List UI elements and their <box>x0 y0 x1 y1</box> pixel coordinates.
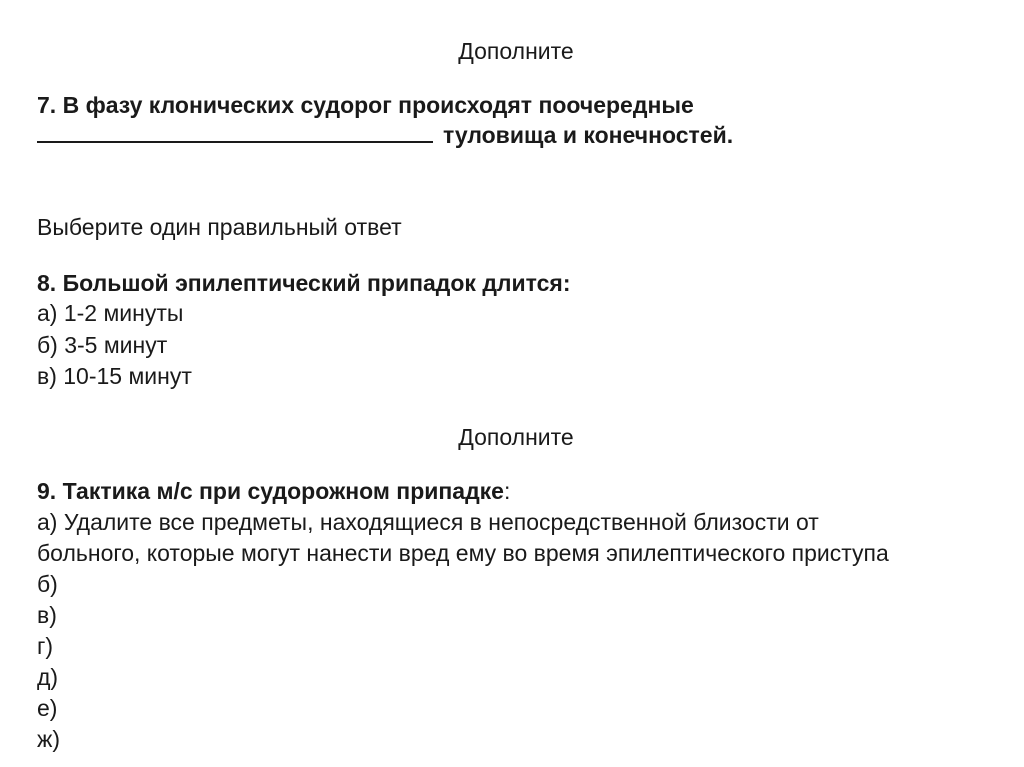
fill-in-blank <box>37 121 433 143</box>
question-9-text: 9. Тактика м/с при судорожном припадке <box>37 478 504 504</box>
question-9-colon: : <box>503 478 511 504</box>
question-9-item-zh: ж) <box>37 726 61 752</box>
question-7-line-2 <box>37 120 733 150</box>
question-9 <box>37 476 510 506</box>
question-8: 8. Большой эпилептический припадок длится: <box>37 270 571 296</box>
question-9-item-b: б) <box>37 571 58 597</box>
question-9-answer-a-line-1: а) Удалите все предметы, находящиеся в непосредственной близости от <box>37 509 819 535</box>
question-8-option-c: в) 10-15 минут <box>37 363 192 389</box>
question-9-item-v: в) <box>37 602 57 628</box>
section-heading-complete-1: Дополните <box>458 38 574 64</box>
question-7-tail: туловища и конечностей. <box>443 122 734 148</box>
question-9-item-d: д) <box>37 664 59 690</box>
question-7-line-1: 7. В фазу клонических судорог происходят поочередные <box>37 92 694 118</box>
question-9-item-e: е) <box>37 695 58 721</box>
instruction-choose-one: Выберите один правильный ответ <box>37 214 402 240</box>
section-heading-complete-2: Дополните <box>458 424 574 450</box>
question-8-option-a: а) 1-2 минуты <box>37 300 184 326</box>
question-8-option-b: б) 3-5 минут <box>37 332 168 358</box>
question-9-answer-a-line-2: больного, которые могут нанести вред ему во время эпилептического приступа <box>37 540 889 566</box>
question-9-item-g: г) <box>37 633 54 659</box>
